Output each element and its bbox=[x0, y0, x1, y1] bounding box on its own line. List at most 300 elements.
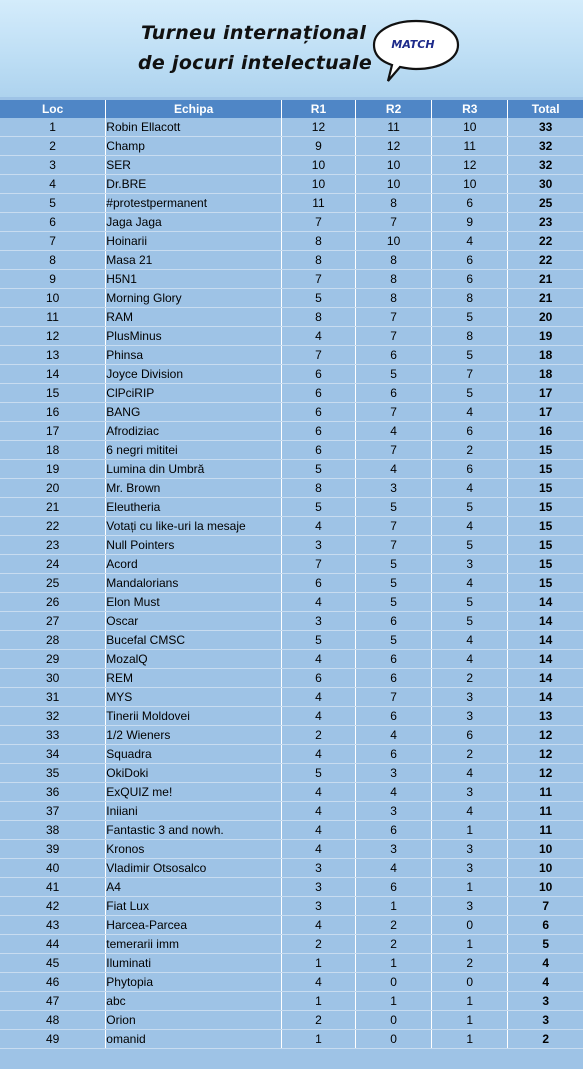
round3-score-cell: 6 bbox=[432, 251, 508, 270]
round3-score-cell: 6 bbox=[432, 194, 508, 213]
total-score-cell: 14 bbox=[508, 650, 583, 669]
rank-cell: 24 bbox=[0, 555, 106, 574]
round3-score-cell: 1 bbox=[432, 878, 508, 897]
round3-score-cell: 0 bbox=[432, 916, 508, 935]
table-row bbox=[0, 460, 583, 479]
team-name-cell: Harcea-Parcea bbox=[106, 916, 282, 935]
rank-cell: 7 bbox=[0, 232, 106, 251]
round1-score-cell: 4 bbox=[281, 783, 355, 802]
round3-score-cell: 6 bbox=[432, 726, 508, 745]
team-name-cell: Phytopia bbox=[106, 973, 282, 992]
round1-score-cell: 5 bbox=[281, 764, 355, 783]
round2-score-cell: 0 bbox=[356, 1011, 432, 1030]
round1-score-cell: 3 bbox=[281, 859, 355, 878]
round3-score-cell: 7 bbox=[432, 365, 508, 384]
round3-score-cell: 4 bbox=[432, 650, 508, 669]
round2-score-cell: 6 bbox=[356, 707, 432, 726]
team-name-cell: SER bbox=[106, 156, 282, 175]
round3-score-cell: 4 bbox=[432, 574, 508, 593]
rank-cell: 6 bbox=[0, 213, 106, 232]
table-row bbox=[0, 232, 583, 251]
round1-score-cell: 6 bbox=[281, 365, 355, 384]
rank-cell: 28 bbox=[0, 631, 106, 650]
total-score-cell: 19 bbox=[508, 327, 583, 346]
round1-score-cell: 8 bbox=[281, 232, 355, 251]
round3-score-cell: 8 bbox=[432, 327, 508, 346]
total-score-cell: 18 bbox=[508, 365, 583, 384]
round2-score-cell: 3 bbox=[356, 764, 432, 783]
round3-score-cell: 3 bbox=[432, 859, 508, 878]
round3-score-cell: 8 bbox=[432, 289, 508, 308]
total-score-cell: 21 bbox=[508, 270, 583, 289]
round2-score-cell: 2 bbox=[356, 935, 432, 954]
round1-score-cell: 1 bbox=[281, 992, 355, 1011]
rank-cell: 46 bbox=[0, 973, 106, 992]
team-name-cell: REM bbox=[106, 669, 282, 688]
team-name-cell: Fiat Lux bbox=[106, 897, 282, 916]
round2-score-cell: 5 bbox=[356, 555, 432, 574]
rank-cell: 25 bbox=[0, 574, 106, 593]
round2-score-cell: 3 bbox=[356, 802, 432, 821]
table-row bbox=[0, 688, 583, 707]
total-score-cell: 12 bbox=[508, 764, 583, 783]
rank-cell: 19 bbox=[0, 460, 106, 479]
round1-score-cell: 4 bbox=[281, 327, 355, 346]
rank-cell: 48 bbox=[0, 1011, 106, 1030]
round3-score-cell: 10 bbox=[432, 175, 508, 194]
round2-score-cell: 11 bbox=[356, 118, 432, 137]
table-row bbox=[0, 973, 583, 992]
team-name-cell: Iniiani bbox=[106, 802, 282, 821]
table-row bbox=[0, 707, 583, 726]
round1-score-cell: 6 bbox=[281, 384, 355, 403]
total-score-cell: 4 bbox=[508, 973, 583, 992]
table-row bbox=[0, 175, 583, 194]
round2-score-cell: 6 bbox=[356, 384, 432, 403]
total-score-cell: 14 bbox=[508, 631, 583, 650]
total-score-cell: 15 bbox=[508, 479, 583, 498]
match-logo-text: MATCH bbox=[391, 38, 435, 51]
round2-score-cell: 4 bbox=[356, 460, 432, 479]
team-name-cell: Vladimir Otsosalco bbox=[106, 859, 282, 878]
rank-cell: 43 bbox=[0, 916, 106, 935]
round2-score-cell: 0 bbox=[356, 973, 432, 992]
rank-cell: 15 bbox=[0, 384, 106, 403]
round1-score-cell: 4 bbox=[281, 821, 355, 840]
round2-score-cell: 7 bbox=[356, 308, 432, 327]
rank-cell: 39 bbox=[0, 840, 106, 859]
round3-score-cell: 1 bbox=[432, 1030, 508, 1049]
rank-cell: 41 bbox=[0, 878, 106, 897]
total-score-cell: 11 bbox=[508, 802, 583, 821]
round3-score-cell: 4 bbox=[432, 631, 508, 650]
round1-score-cell: 8 bbox=[281, 251, 355, 270]
total-score-cell: 33 bbox=[508, 118, 583, 137]
round1-score-cell: 3 bbox=[281, 612, 355, 631]
round2-score-cell: 8 bbox=[356, 251, 432, 270]
round1-score-cell: 2 bbox=[281, 1011, 355, 1030]
team-name-cell: #protestpermanent bbox=[106, 194, 282, 213]
table-row bbox=[0, 783, 583, 802]
round3-score-cell: 1 bbox=[432, 821, 508, 840]
team-name-cell: H5N1 bbox=[106, 270, 282, 289]
round1-score-cell: 8 bbox=[281, 308, 355, 327]
total-score-cell: 15 bbox=[508, 555, 583, 574]
total-score-cell: 3 bbox=[508, 992, 583, 1011]
round1-score-cell: 12 bbox=[281, 118, 355, 137]
total-score-cell: 7 bbox=[508, 897, 583, 916]
round3-score-cell: 5 bbox=[432, 536, 508, 555]
round1-score-cell: 6 bbox=[281, 422, 355, 441]
rank-cell: 29 bbox=[0, 650, 106, 669]
rank-cell: 21 bbox=[0, 498, 106, 517]
rank-cell: 31 bbox=[0, 688, 106, 707]
rank-cell: 23 bbox=[0, 536, 106, 555]
round1-score-cell: 5 bbox=[281, 460, 355, 479]
round2-score-cell: 7 bbox=[356, 517, 432, 536]
results-table-body bbox=[0, 118, 583, 1049]
team-name-cell: Bucefal CMSC bbox=[106, 631, 282, 650]
team-name-cell: BANG bbox=[106, 403, 282, 422]
table-row bbox=[0, 631, 583, 650]
round3-score-cell: 2 bbox=[432, 441, 508, 460]
table-row bbox=[0, 992, 583, 1011]
rank-cell: 8 bbox=[0, 251, 106, 270]
total-score-cell: 15 bbox=[508, 441, 583, 460]
team-name-cell: Masa 21 bbox=[106, 251, 282, 270]
team-name-cell: abc bbox=[106, 992, 282, 1011]
team-name-cell: RAM bbox=[106, 308, 282, 327]
table-row bbox=[0, 650, 583, 669]
total-score-cell: 4 bbox=[508, 954, 583, 973]
team-name-cell: Hoinarii bbox=[106, 232, 282, 251]
round3-score-cell: 4 bbox=[432, 764, 508, 783]
speech-bubble-logo-icon bbox=[370, 17, 462, 85]
round1-score-cell: 2 bbox=[281, 726, 355, 745]
round2-score-cell: 7 bbox=[356, 441, 432, 460]
round2-score-cell: 12 bbox=[356, 137, 432, 156]
round2-score-cell: 5 bbox=[356, 498, 432, 517]
round1-score-cell: 2 bbox=[281, 935, 355, 954]
table-row bbox=[0, 156, 583, 175]
total-score-cell: 12 bbox=[508, 745, 583, 764]
round2-score-cell: 10 bbox=[356, 232, 432, 251]
table-row bbox=[0, 840, 583, 859]
round3-score-cell: 6 bbox=[432, 422, 508, 441]
team-name-cell: Phinsa bbox=[106, 346, 282, 365]
table-row bbox=[0, 517, 583, 536]
round2-score-cell: 4 bbox=[356, 726, 432, 745]
total-score-cell: 14 bbox=[508, 688, 583, 707]
round2-score-cell: 8 bbox=[356, 194, 432, 213]
table-row bbox=[0, 897, 583, 916]
table-row bbox=[0, 878, 583, 897]
round2-score-cell: 7 bbox=[356, 213, 432, 232]
header-banner bbox=[0, 0, 583, 97]
table-row bbox=[0, 612, 583, 631]
table-row bbox=[0, 916, 583, 935]
column-header-total: Total bbox=[508, 100, 583, 118]
round3-score-cell: 4 bbox=[432, 802, 508, 821]
round2-score-cell: 3 bbox=[356, 479, 432, 498]
table-header-row bbox=[0, 100, 583, 118]
round3-score-cell: 9 bbox=[432, 213, 508, 232]
table-row bbox=[0, 593, 583, 612]
round2-score-cell: 3 bbox=[356, 840, 432, 859]
rank-cell: 9 bbox=[0, 270, 106, 289]
team-name-cell: 6 negri mititei bbox=[106, 441, 282, 460]
round1-score-cell: 4 bbox=[281, 517, 355, 536]
total-score-cell: 2 bbox=[508, 1030, 583, 1049]
rank-cell: 30 bbox=[0, 669, 106, 688]
team-name-cell: PlusMinus bbox=[106, 327, 282, 346]
table-row bbox=[0, 137, 583, 156]
results-table bbox=[0, 100, 583, 1049]
team-name-cell: Jaga Jaga bbox=[106, 213, 282, 232]
team-name-cell: A4 bbox=[106, 878, 282, 897]
team-name-cell: Eleutheria bbox=[106, 498, 282, 517]
table-row bbox=[0, 802, 583, 821]
team-name-cell: Votați cu like-uri la mesaje bbox=[106, 517, 282, 536]
round3-score-cell: 5 bbox=[432, 384, 508, 403]
round2-score-cell: 2 bbox=[356, 916, 432, 935]
round1-score-cell: 3 bbox=[281, 536, 355, 555]
round2-score-cell: 1 bbox=[356, 992, 432, 1011]
team-name-cell: Mandalorians bbox=[106, 574, 282, 593]
table-row bbox=[0, 745, 583, 764]
rank-cell: 16 bbox=[0, 403, 106, 422]
tournament-title-line-2: de jocuri intelectuale bbox=[138, 52, 373, 74]
table-row bbox=[0, 821, 583, 840]
round3-score-cell: 3 bbox=[432, 707, 508, 726]
round3-score-cell: 10 bbox=[432, 118, 508, 137]
table-row bbox=[0, 954, 583, 973]
total-score-cell: 11 bbox=[508, 821, 583, 840]
rank-cell: 18 bbox=[0, 441, 106, 460]
round3-score-cell: 2 bbox=[432, 669, 508, 688]
round2-score-cell: 6 bbox=[356, 346, 432, 365]
team-name-cell: Oscar bbox=[106, 612, 282, 631]
total-score-cell: 3 bbox=[508, 1011, 583, 1030]
team-name-cell: Kronos bbox=[106, 840, 282, 859]
rank-cell: 34 bbox=[0, 745, 106, 764]
round2-score-cell: 6 bbox=[356, 821, 432, 840]
table-row bbox=[0, 669, 583, 688]
team-name-cell: Elon Must bbox=[106, 593, 282, 612]
round2-score-cell: 4 bbox=[356, 783, 432, 802]
round2-score-cell: 8 bbox=[356, 289, 432, 308]
team-name-cell: Null Pointers bbox=[106, 536, 282, 555]
round1-score-cell: 11 bbox=[281, 194, 355, 213]
total-score-cell: 21 bbox=[508, 289, 583, 308]
rank-cell: 17 bbox=[0, 422, 106, 441]
table-row bbox=[0, 308, 583, 327]
round3-score-cell: 3 bbox=[432, 555, 508, 574]
round3-score-cell: 1 bbox=[432, 935, 508, 954]
round1-score-cell: 4 bbox=[281, 593, 355, 612]
round3-score-cell: 3 bbox=[432, 897, 508, 916]
round2-score-cell: 4 bbox=[356, 422, 432, 441]
total-score-cell: 15 bbox=[508, 517, 583, 536]
round2-score-cell: 6 bbox=[356, 612, 432, 631]
round3-score-cell: 1 bbox=[432, 992, 508, 1011]
total-score-cell: 11 bbox=[508, 783, 583, 802]
round2-score-cell: 6 bbox=[356, 745, 432, 764]
round1-score-cell: 5 bbox=[281, 498, 355, 517]
round2-score-cell: 5 bbox=[356, 574, 432, 593]
round3-score-cell: 3 bbox=[432, 688, 508, 707]
rank-cell: 40 bbox=[0, 859, 106, 878]
round3-score-cell: 11 bbox=[432, 137, 508, 156]
rank-cell: 35 bbox=[0, 764, 106, 783]
table-row bbox=[0, 1030, 583, 1049]
round1-score-cell: 6 bbox=[281, 441, 355, 460]
round3-score-cell: 5 bbox=[432, 498, 508, 517]
round2-score-cell: 1 bbox=[356, 897, 432, 916]
team-name-cell: 1/2 Wieners bbox=[106, 726, 282, 745]
rank-cell: 45 bbox=[0, 954, 106, 973]
round3-score-cell: 6 bbox=[432, 270, 508, 289]
team-name-cell: Iluminati bbox=[106, 954, 282, 973]
team-name-cell: Dr.BRE bbox=[106, 175, 282, 194]
round1-score-cell: 4 bbox=[281, 973, 355, 992]
total-score-cell: 25 bbox=[508, 194, 583, 213]
tournament-title-line-1: Turneu internațional bbox=[141, 22, 367, 44]
team-name-cell: Joyce Division bbox=[106, 365, 282, 384]
table-row bbox=[0, 726, 583, 745]
round1-score-cell: 4 bbox=[281, 802, 355, 821]
round3-score-cell: 5 bbox=[432, 308, 508, 327]
rank-cell: 12 bbox=[0, 327, 106, 346]
round3-score-cell: 3 bbox=[432, 783, 508, 802]
round3-score-cell: 5 bbox=[432, 593, 508, 612]
rank-cell: 13 bbox=[0, 346, 106, 365]
round1-score-cell: 5 bbox=[281, 631, 355, 650]
round3-score-cell: 5 bbox=[432, 612, 508, 631]
table-row bbox=[0, 764, 583, 783]
table-row bbox=[0, 270, 583, 289]
total-score-cell: 16 bbox=[508, 422, 583, 441]
rank-cell: 27 bbox=[0, 612, 106, 631]
rank-cell: 38 bbox=[0, 821, 106, 840]
table-row bbox=[0, 118, 583, 137]
round1-score-cell: 4 bbox=[281, 916, 355, 935]
table-row bbox=[0, 289, 583, 308]
total-score-cell: 17 bbox=[508, 384, 583, 403]
team-name-cell: Orion bbox=[106, 1011, 282, 1030]
rank-cell: 33 bbox=[0, 726, 106, 745]
round2-score-cell: 5 bbox=[356, 631, 432, 650]
round1-score-cell: 4 bbox=[281, 688, 355, 707]
table-row bbox=[0, 859, 583, 878]
round3-score-cell: 6 bbox=[432, 460, 508, 479]
team-name-cell: Morning Glory bbox=[106, 289, 282, 308]
round1-score-cell: 10 bbox=[281, 156, 355, 175]
rank-cell: 26 bbox=[0, 593, 106, 612]
round1-score-cell: 1 bbox=[281, 1030, 355, 1049]
round1-score-cell: 7 bbox=[281, 555, 355, 574]
team-name-cell: MYS bbox=[106, 688, 282, 707]
round2-score-cell: 5 bbox=[356, 593, 432, 612]
total-score-cell: 12 bbox=[508, 726, 583, 745]
table-row bbox=[0, 536, 583, 555]
table-row bbox=[0, 555, 583, 574]
round2-score-cell: 4 bbox=[356, 859, 432, 878]
team-name-cell: ClPciRIP bbox=[106, 384, 282, 403]
round2-score-cell: 1 bbox=[356, 954, 432, 973]
rank-cell: 2 bbox=[0, 137, 106, 156]
column-header-r3: R3 bbox=[432, 100, 508, 118]
team-name-cell: ExQUIZ me! bbox=[106, 783, 282, 802]
total-score-cell: 10 bbox=[508, 859, 583, 878]
team-name-cell: Squadra bbox=[106, 745, 282, 764]
team-name-cell: Lumina din Umbră bbox=[106, 460, 282, 479]
round3-score-cell: 2 bbox=[432, 954, 508, 973]
round1-score-cell: 7 bbox=[281, 270, 355, 289]
table-row bbox=[0, 327, 583, 346]
round1-score-cell: 4 bbox=[281, 650, 355, 669]
round3-score-cell: 3 bbox=[432, 840, 508, 859]
table-row bbox=[0, 1011, 583, 1030]
team-name-cell: MozalQ bbox=[106, 650, 282, 669]
round2-score-cell: 7 bbox=[356, 536, 432, 555]
table-row bbox=[0, 384, 583, 403]
round1-score-cell: 4 bbox=[281, 840, 355, 859]
round3-score-cell: 5 bbox=[432, 346, 508, 365]
table-row bbox=[0, 403, 583, 422]
rank-cell: 49 bbox=[0, 1030, 106, 1049]
total-score-cell: 14 bbox=[508, 669, 583, 688]
team-name-cell: temerarii imm bbox=[106, 935, 282, 954]
total-score-cell: 20 bbox=[508, 308, 583, 327]
table-row bbox=[0, 422, 583, 441]
rank-cell: 36 bbox=[0, 783, 106, 802]
total-score-cell: 30 bbox=[508, 175, 583, 194]
round3-score-cell: 4 bbox=[432, 403, 508, 422]
round1-score-cell: 8 bbox=[281, 479, 355, 498]
round2-score-cell: 10 bbox=[356, 156, 432, 175]
total-score-cell: 22 bbox=[508, 251, 583, 270]
rank-cell: 47 bbox=[0, 992, 106, 1011]
rank-cell: 3 bbox=[0, 156, 106, 175]
round1-score-cell: 6 bbox=[281, 574, 355, 593]
table-row bbox=[0, 365, 583, 384]
round3-score-cell: 4 bbox=[432, 232, 508, 251]
table-row bbox=[0, 441, 583, 460]
round1-score-cell: 4 bbox=[281, 745, 355, 764]
round1-score-cell: 3 bbox=[281, 897, 355, 916]
total-score-cell: 6 bbox=[508, 916, 583, 935]
team-name-cell: OkiDoki bbox=[106, 764, 282, 783]
team-name-cell: Fantastic 3 and nowh. bbox=[106, 821, 282, 840]
team-name-cell: Champ bbox=[106, 137, 282, 156]
total-score-cell: 32 bbox=[508, 137, 583, 156]
round2-score-cell: 0 bbox=[356, 1030, 432, 1049]
round1-score-cell: 7 bbox=[281, 213, 355, 232]
rank-cell: 1 bbox=[0, 118, 106, 137]
column-header-r1: R1 bbox=[281, 100, 355, 118]
total-score-cell: 10 bbox=[508, 840, 583, 859]
total-score-cell: 22 bbox=[508, 232, 583, 251]
rank-cell: 5 bbox=[0, 194, 106, 213]
total-score-cell: 17 bbox=[508, 403, 583, 422]
round2-score-cell: 7 bbox=[356, 688, 432, 707]
table-row bbox=[0, 213, 583, 232]
table-row bbox=[0, 194, 583, 213]
round1-score-cell: 3 bbox=[281, 878, 355, 897]
round3-score-cell: 4 bbox=[432, 479, 508, 498]
column-header-loc: Loc bbox=[0, 100, 106, 118]
